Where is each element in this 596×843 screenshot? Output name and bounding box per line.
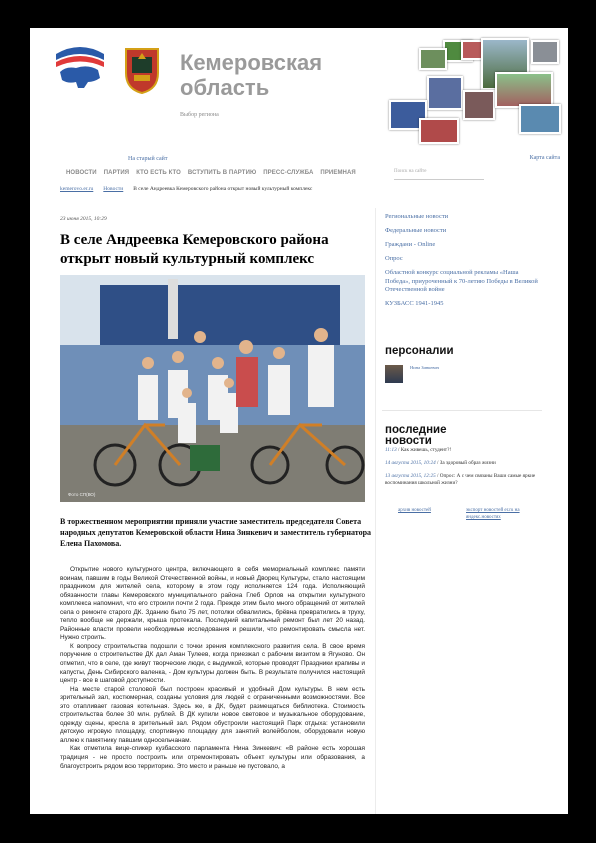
sidebar-links [385,213,545,314]
news-date: 13 августа 2015, 12:25 [385,473,436,479]
article-paragraph: К вопросу строительства подошли с точки зрения комплексного развития села. В свое время поручение о строительстве ДК дал Аман Тулеев, когда приезжал с рабочим визитом в Ягуново. Он отметил, что в селе, где живут творческие люди, с выдумкой, которые проводят Праздники крапивы и капусты, День Сибирского валенка, - Дом культуры должен быть. В результате получился настоящий центр - все в шаговой доступности. [60,642,365,685]
search-underline [394,179,484,180]
nav-item-press[interactable]: ПРЕСС-СЛУЖБА [263,170,314,176]
kemerovo-coat-of-arms-logo [122,45,162,95]
article-date: 23 июня 2015, 10:29 [60,216,107,222]
article-paragraph: Открытие нового культурного центра, включающего в себя мемориальный комплекс памяти воинам, павшим в годы Великой Отечественной войны, и новый Дворец Культуры, стало настоящим праздником для жителей села, которому в этом году исполняется 124 года. Исполняющий обязанности главы Кемеровского муниципального района Глеб Орлов на открытии культурного комплекса напомнил, что его строили почти 2 года. Прежде этим было много обращений от жителей села о ремонте старого ДК. Зданию было 75 лет, потолки обвалились, брёвна превратились в труху, тепло вообще не держали, крыша протекала. Последний капитальный ремонт был лет 20 назад. Районные власти провели необходимые исследования и решили, что ремонтировать смысла нет. Нужно строить. [60,566,365,642]
site-map-link[interactable]: Карта сайта [529,155,560,161]
sidebar-divider [375,208,376,814]
collage-photo [419,48,447,70]
breadcrumb-current: В селе Андреевка Кемеровского района открыт новый культурный комплекс [133,186,313,192]
latest-news-list [385,447,550,493]
region-select-link[interactable]: Выбор региона [180,112,219,118]
nav-item-who-is-who[interactable]: КТО ЕСТЬ КТО [136,170,181,176]
header-photo-collage [385,34,568,146]
collage-photo [463,90,495,120]
sidebar-link-kuzbass[interactable]: КУЗБАСС 1941-1945 [385,300,444,307]
collage-photo [495,72,553,108]
collage-photo [427,76,463,110]
breadcrumb-home[interactable]: kemerovo.er.ru [60,186,94,192]
photo-credit: Фото СП(ВО) [68,492,96,497]
united-russia-bear-logo[interactable] [54,42,106,90]
main-nav [66,170,356,176]
article-paragraph: Как отметила вице-спикер кузбасского парламента Нина Зинкевич: «В районе есть хорошая традиция - не просто построить или отремонтировать объект культуры или образования, а благоустроить рядом всю территорию. Это место и раньше не пустовало, а [60,745,365,770]
breadcrumb-section[interactable]: Новости [103,186,124,192]
collage-photo [531,40,559,64]
news-archive-link[interactable]: архив новостей [398,508,431,513]
page [30,28,568,814]
sidebar-link-citizens-online[interactable]: Граждани - Online [385,241,436,248]
article-body [60,566,365,771]
sidebar-link-regional-news[interactable]: Региональные новости [385,213,449,220]
news-date: 14 августа 2015, 10:24 [385,460,436,466]
news-date: 11:13 [385,447,397,453]
article-photo-scene [60,275,365,502]
news-text[interactable]: Как живешь, студент?! [400,447,452,453]
site-title[interactable]: Кемеровская область [180,50,323,100]
news-text[interactable]: Опрос: А с чем связаны Ваши самые яркие воспоминания школьной жизни? [385,473,536,486]
sidebar-separator [382,410,542,411]
breadcrumb [60,186,312,192]
persons-heading: персоналии [385,345,454,357]
latest-news-heading: последние новости [385,424,447,447]
sidebar-link-federal-news[interactable]: Федеральные новости [385,227,447,234]
article-photo [60,275,365,502]
article-title: В селе Андреевка Кемеровского района открыт новый культурный комплекс [60,232,329,267]
article-lead: В торжественном мероприятии приняли участие заместитель председателя Совета народных депутатов Кемеровской области Нина Зинкевич и заместитель губернатора Елена Пахомова. [60,517,372,548]
sidebar-link-poll[interactable]: Опрос [385,255,403,262]
person-name-link[interactable]: Нина Зинкевич [410,365,440,370]
nav-item-news[interactable]: НОВОСТИ [66,170,97,176]
nav-item-join[interactable]: ВСТУПИТЬ В ПАРТИЮ [187,170,257,176]
person-avatar[interactable] [385,365,403,383]
collage-photo [519,104,561,134]
old-site-link[interactable]: На старый сайт [128,156,168,162]
nav-item-party[interactable]: ПАРТИЯ [103,170,130,176]
nav-item-reception[interactable]: ПРИЕМНАЯ [320,170,356,176]
collage-photo [461,40,483,60]
news-text[interactable]: За здоровый образ жизни [439,460,496,466]
search-input[interactable]: Поиск на сайте [394,169,427,174]
news-item[interactable]: 11:13 / Как живешь, студент?! [385,447,452,453]
news-item[interactable]: 14 августа 2015, 10:24 / За здоровый образ жизни [385,460,496,466]
sidebar-link-contest[interactable]: Областной конкурс социальной рекламы «Наша Победа», приуроченный к 70-летию Победы в Великой Отечественной войне [385,269,538,293]
news-item[interactable]: 13 августа 2015, 12:25 / Опрос: А с чем связаны Ваши самые яркие воспоминания школьной жизни? [385,473,536,486]
article-paragraph: На месте старой столовой был построен красивый и удобный Дом культуры. В нем есть зрительный зал, костюмерная, созданы условия для людей с ограниченными возможностями. Все это отапливает газовая котельная. Здесь же, в ДК, будет размещаться библиотека. Стоимость строительства более 30 млн. рублей. В ДК купили новое световое и музыкальное оборудование, одежду сцены, кресла в зрительный зал. Рядом обустроили настоящий Парк отдыха: установили детскую игровую площадку, спортивную площадку для занятий волейболом, оборудовали новую аллею к памятнику павшим односельчанам. [60,685,365,744]
collage-photo [419,118,459,144]
news-export-link[interactable]: экспорт новостей er.ru на яндекс.новостях [466,508,520,520]
